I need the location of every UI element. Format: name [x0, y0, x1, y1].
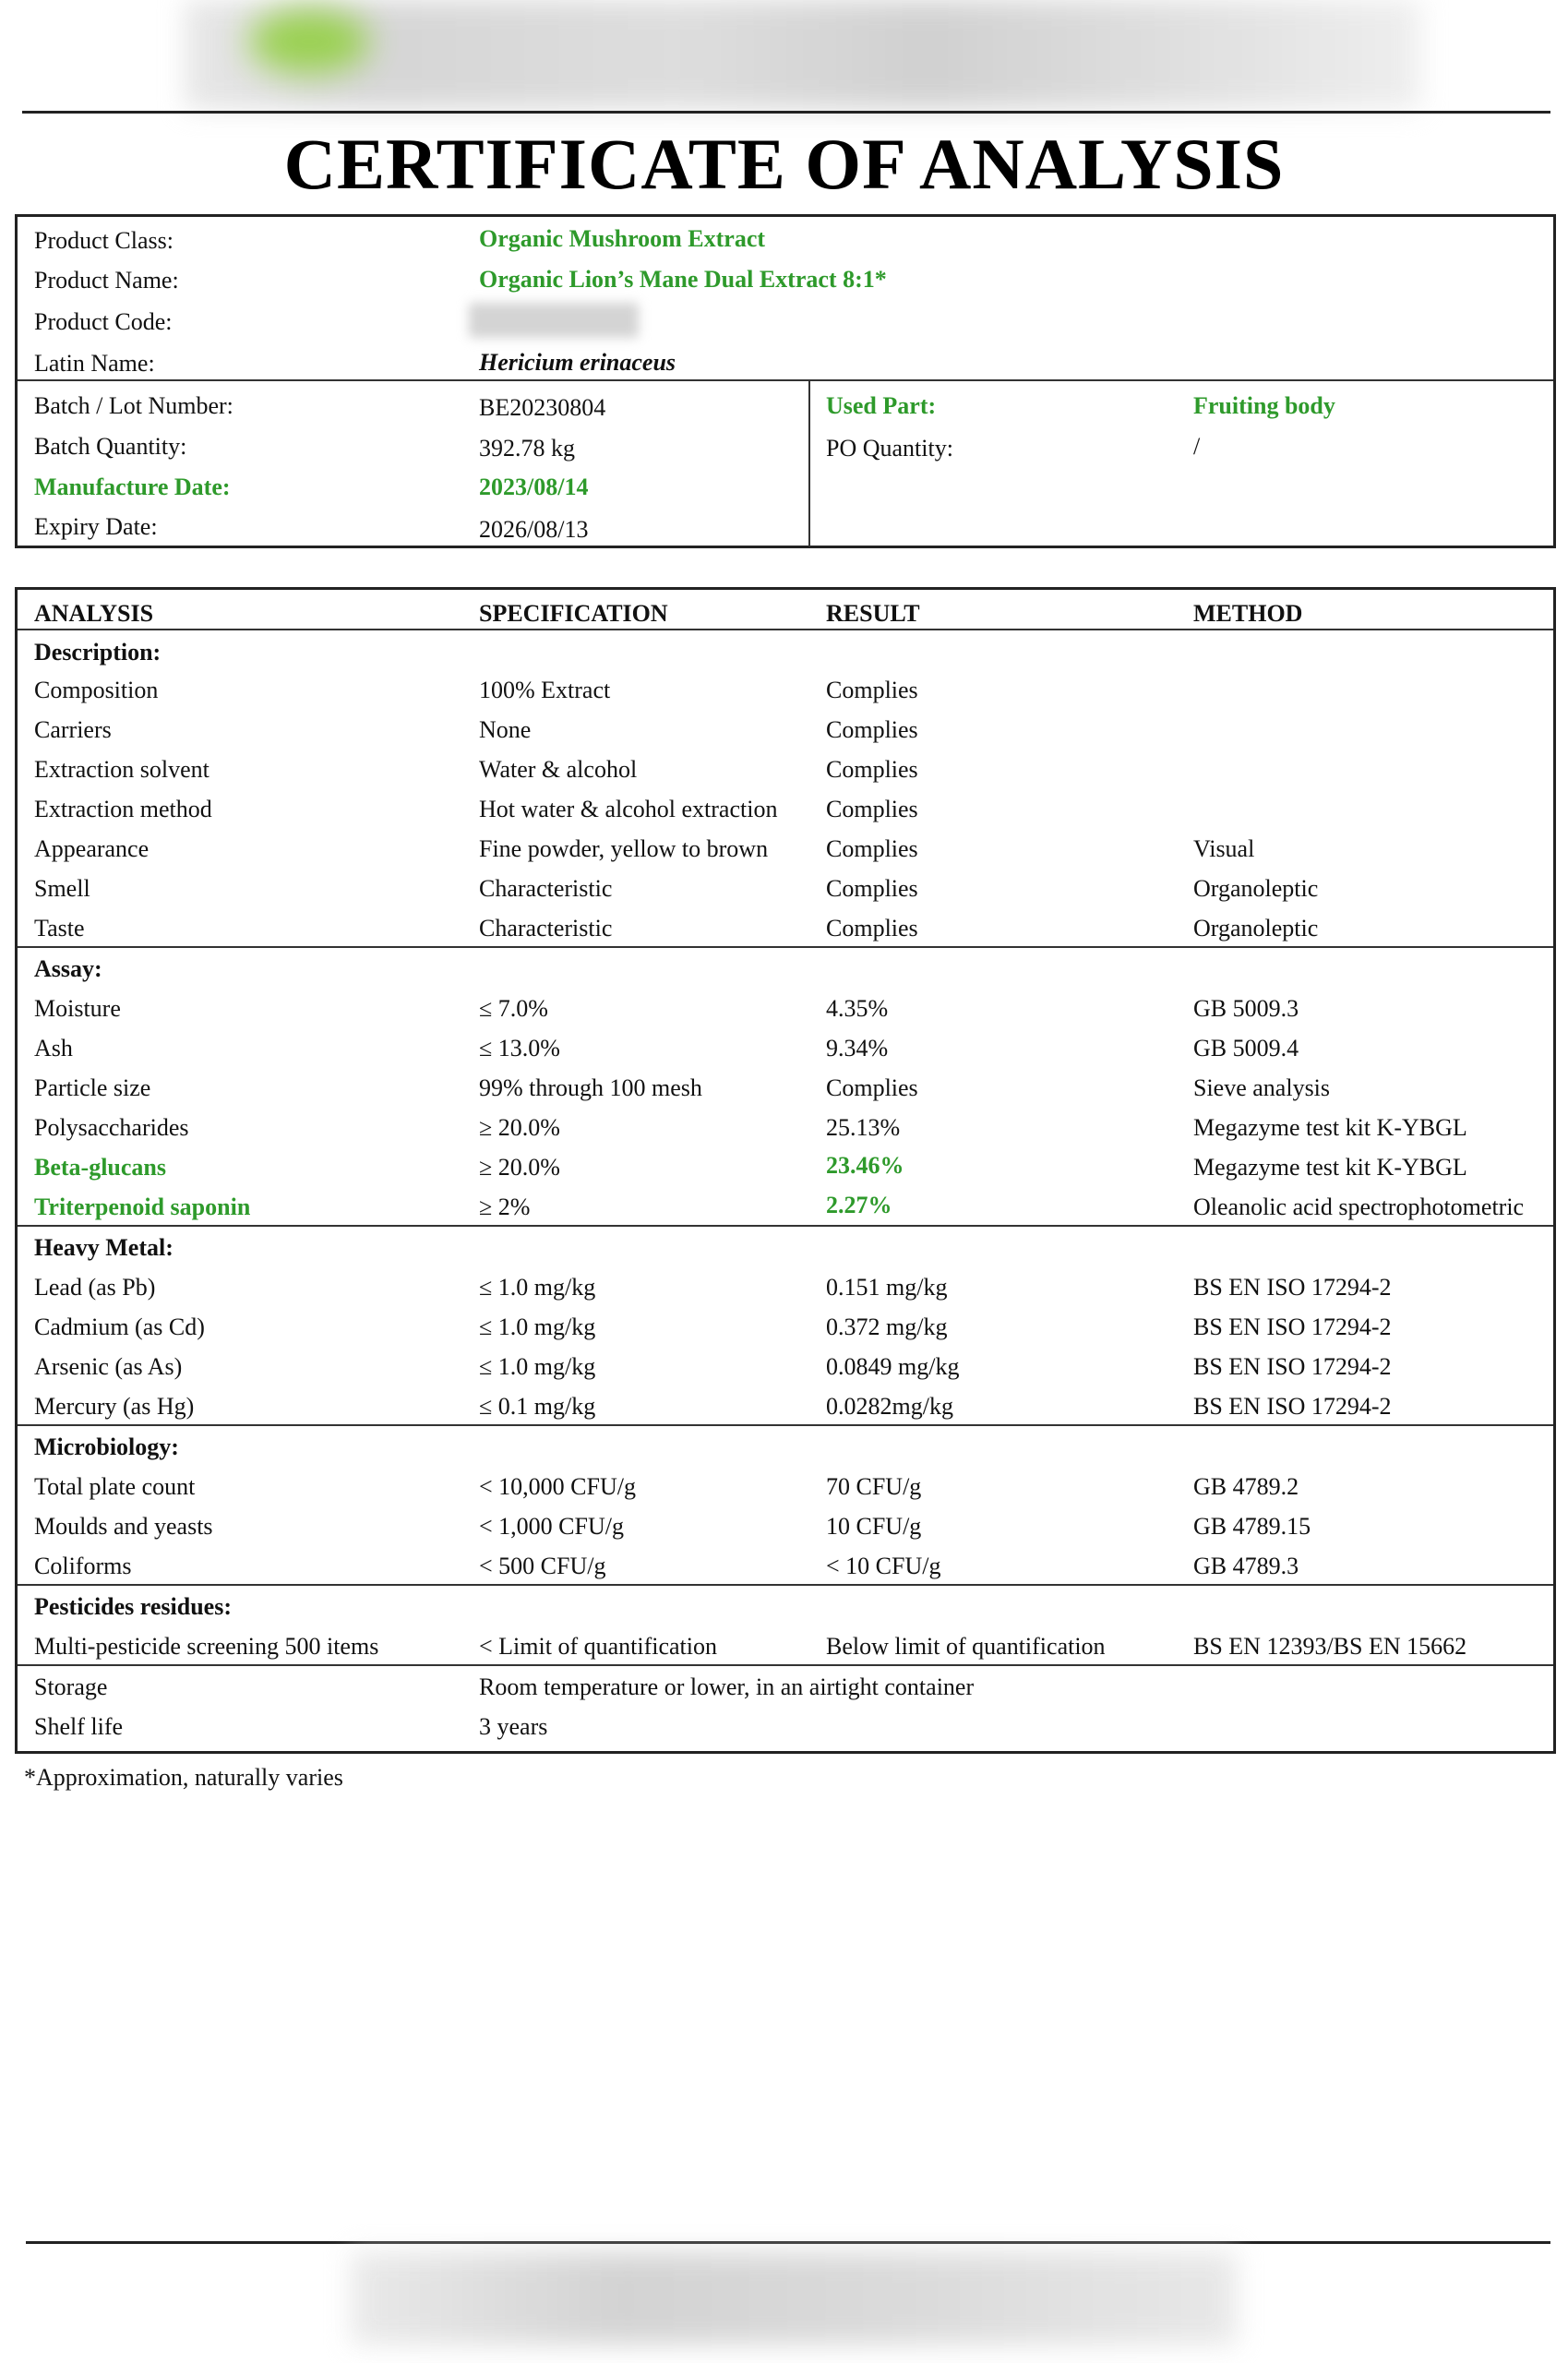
po-quantity-value: /: [1193, 433, 1201, 460]
table-row-spec: ≥ 20.0%: [479, 1114, 560, 1141]
po-quantity-label: PO Quantity:: [826, 435, 953, 462]
table-row-result: Complies: [826, 915, 918, 942]
table-row-spec: None: [479, 716, 532, 743]
product-code-label: Product Code:: [34, 308, 173, 335]
header-divider: [18, 629, 1553, 630]
table-row-method: Megazyme test kit K-YBGL: [1193, 1114, 1467, 1141]
table-row-result: Complies: [826, 677, 918, 703]
table-row-spec: Characteristic: [479, 915, 613, 942]
table-row-result-highlight: 23.46%: [826, 1152, 904, 1179]
table-row-spec: 100% Extract: [479, 677, 611, 703]
table-row-method: BS EN ISO 17294-2: [1193, 1393, 1392, 1420]
table-row-method: GB 5009.3: [1193, 995, 1299, 1022]
table-row-result: 0.0282mg/kg: [826, 1393, 953, 1420]
section-description: Description:: [34, 639, 162, 666]
header-specification: SPECIFICATION: [479, 600, 668, 627]
section-assay: Assay:: [34, 955, 102, 982]
section-microbiology: Microbiology:: [34, 1433, 179, 1460]
footer-rule: [26, 2241, 1550, 2244]
table-row-result: Complies: [826, 756, 918, 783]
table-row-analysis: Extraction method: [34, 796, 212, 822]
table-row-spec: < Limit of quantification: [479, 1633, 717, 1660]
table-row-method: Sieve analysis: [1193, 1074, 1331, 1101]
section-heavy-metal: Heavy Metal:: [34, 1234, 174, 1261]
table-row-spec: < 500 CFU/g: [479, 1553, 606, 1579]
section-divider: [18, 1664, 1553, 1666]
analysis-table: [15, 587, 1556, 1754]
table-row-analysis: Carriers: [34, 716, 112, 743]
table-row-spec: ≤ 1.0 mg/kg: [479, 1274, 596, 1301]
shelf-life-value: 3 years: [479, 1713, 548, 1740]
table-row-analysis: Appearance: [34, 835, 150, 862]
table-row-spec: ≤ 1.0 mg/kg: [479, 1353, 596, 1380]
header-analysis: ANALYSIS: [34, 600, 154, 627]
used-part-label: Used Part:: [826, 392, 937, 419]
table-row-method: GB 4789.2: [1193, 1473, 1299, 1500]
product-name-label: Product Name:: [34, 267, 179, 294]
info-column-divider: [808, 380, 810, 546]
section-divider: [18, 1225, 1553, 1227]
table-row-spec: Fine powder, yellow to brown: [479, 835, 769, 862]
table-row-spec: ≤ 13.0%: [479, 1035, 560, 1062]
table-row-analysis: Lead (as Pb): [34, 1274, 156, 1301]
latin-name-label: Latin Name:: [34, 350, 155, 377]
table-row-analysis: Ash: [34, 1035, 73, 1062]
footer-blurred: [351, 2252, 1237, 2345]
table-row-spec: < 1,000 CFU/g: [479, 1513, 624, 1540]
table-row-analysis-highlight: Beta-glucans: [34, 1154, 166, 1181]
product-code-redacted: [469, 303, 639, 338]
table-row-result-highlight: 2.27%: [826, 1192, 892, 1218]
table-row-analysis: Composition: [34, 677, 159, 703]
table-row-analysis: Particle size: [34, 1074, 151, 1101]
table-row-spec: ≥ 20.0%: [479, 1154, 560, 1181]
table-row-method: GB 4789.3: [1193, 1553, 1299, 1579]
info-divider: [18, 379, 1553, 381]
product-class-value: Organic Mushroom Extract: [479, 225, 766, 252]
header-rule: [22, 111, 1550, 114]
expiry-date-label: Expiry Date:: [34, 513, 158, 540]
table-row-result: 70 CFU/g: [826, 1473, 922, 1500]
shelf-life-label: Shelf life: [34, 1713, 124, 1740]
section-pesticides: Pesticides residues:: [34, 1593, 232, 1620]
batch-lot-label: Batch / Lot Number:: [34, 392, 233, 419]
table-row-method: BS EN 12393/BS EN 15662: [1193, 1633, 1467, 1660]
table-row-analysis: Mercury (as Hg): [34, 1393, 195, 1420]
table-row-analysis: Extraction solvent: [34, 756, 209, 783]
section-divider: [18, 946, 1553, 948]
table-row-result: Complies: [826, 716, 918, 743]
table-row-method: Visual: [1193, 835, 1255, 862]
table-row-result: Complies: [826, 835, 918, 862]
section-divider: [18, 1424, 1553, 1426]
table-row-method: BS EN ISO 17294-2: [1193, 1274, 1392, 1301]
manufacture-date-value: 2023/08/14: [479, 474, 589, 500]
table-row-result: 0.0849 mg/kg: [826, 1353, 960, 1380]
latin-name-value: Hericium erinaceus: [479, 349, 676, 376]
table-row-result: 9.34%: [826, 1035, 889, 1062]
page-title: CERTIFICATE OF ANALYSIS: [283, 124, 1285, 204]
table-row-result: Complies: [826, 796, 918, 822]
table-row-analysis: Smell: [34, 875, 90, 902]
table-row-spec: ≤ 7.0%: [479, 995, 548, 1022]
batch-quantity-value: 392.78 kg: [479, 435, 575, 462]
header-method: METHOD: [1193, 600, 1303, 627]
footnote: *Approximation, naturally varies: [24, 1764, 343, 1791]
table-row-spec: Water & alcohol: [479, 756, 638, 783]
product-class-label: Product Class:: [34, 227, 174, 254]
header-result: RESULT: [826, 600, 920, 627]
table-row-analysis: Moulds and yeasts: [34, 1513, 213, 1540]
table-row-method: Megazyme test kit K-YBGL: [1193, 1154, 1467, 1181]
batch-quantity-label: Batch Quantity:: [34, 433, 187, 460]
table-row-result: Complies: [826, 875, 918, 902]
table-row-result: 0.151 mg/kg: [826, 1274, 948, 1301]
table-row-analysis: Cadmium (as Cd): [34, 1313, 205, 1340]
table-row-result: < 10 CFU/g: [826, 1553, 941, 1579]
table-row-result: 0.372 mg/kg: [826, 1313, 948, 1340]
table-row-method: GB 4789.15: [1193, 1513, 1311, 1540]
table-row-spec: ≤ 0.1 mg/kg: [479, 1393, 596, 1420]
table-row-result: Complies: [826, 1074, 918, 1101]
table-row-analysis: Multi-pesticide screening 500 items: [34, 1633, 379, 1660]
used-part-value: Fruiting body: [1193, 392, 1335, 419]
table-row-spec: 99% through 100 mesh: [479, 1074, 702, 1101]
table-row-result: 4.35%: [826, 995, 889, 1022]
table-row-analysis: Total plate count: [34, 1473, 196, 1500]
table-row-spec: < 10,000 CFU/g: [479, 1473, 636, 1500]
table-row-spec: Characteristic: [479, 875, 613, 902]
section-divider: [18, 1584, 1553, 1586]
storage-value: Room temperature or lower, in an airtight container: [479, 1673, 975, 1700]
table-row-analysis-highlight: Triterpenoid saponin: [34, 1193, 251, 1220]
manufacture-date-label: Manufacture Date:: [34, 474, 231, 500]
table-row-method: BS EN ISO 17294-2: [1193, 1353, 1392, 1380]
table-row-method: GB 5009.4: [1193, 1035, 1299, 1062]
table-row-analysis: Polysaccharides: [34, 1114, 189, 1141]
table-row-spec: ≤ 1.0 mg/kg: [479, 1313, 596, 1340]
table-row-method: Oleanolic acid spectrophotometric: [1193, 1193, 1525, 1220]
table-row-method: Organoleptic: [1193, 915, 1319, 942]
company-logo-blurred: [249, 9, 369, 74]
table-row-method: Organoleptic: [1193, 875, 1319, 902]
storage-label: Storage: [34, 1673, 108, 1700]
table-row-spec: Hot water & alcohol extraction: [479, 796, 778, 822]
table-row-analysis: Moisture: [34, 995, 121, 1022]
table-row-result: Below limit of quantification: [826, 1633, 1106, 1660]
letterhead-blurred: [185, 0, 1421, 109]
table-row-analysis: Arsenic (as As): [34, 1353, 183, 1380]
table-row-analysis: Taste: [34, 915, 85, 942]
table-row-method: BS EN ISO 17294-2: [1193, 1313, 1392, 1340]
table-row-result: 25.13%: [826, 1114, 901, 1141]
product-name-value: Organic Lion’s Mane Dual Extract 8:1*: [479, 266, 887, 293]
product-info-box: [15, 214, 1556, 548]
batch-lot-value: BE20230804: [479, 394, 606, 421]
table-row-analysis: Coliforms: [34, 1553, 132, 1579]
table-row-result: 10 CFU/g: [826, 1513, 922, 1540]
expiry-date-value: 2026/08/13: [479, 516, 589, 543]
table-row-spec: ≥ 2%: [479, 1193, 531, 1220]
